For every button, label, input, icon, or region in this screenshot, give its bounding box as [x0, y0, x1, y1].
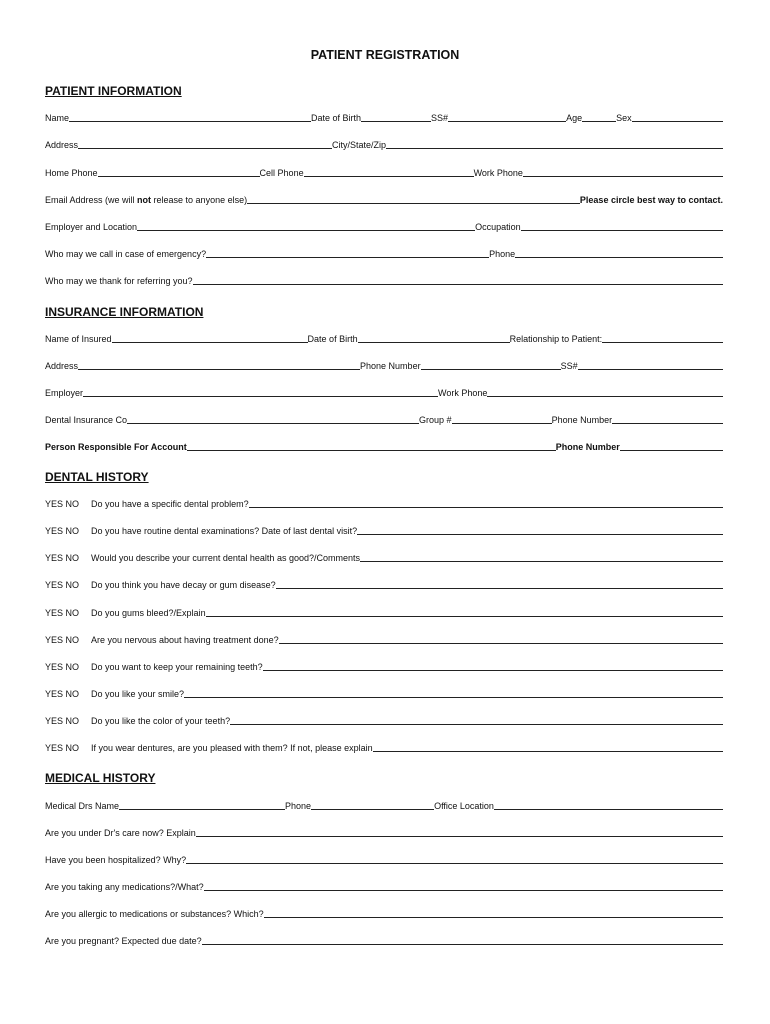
label-responsible-person: Person Responsible For Account	[45, 442, 187, 452]
row-hospitalized	[45, 854, 723, 866]
city-state-zip-field[interactable]	[386, 148, 723, 149]
medications-field[interactable]	[204, 890, 723, 891]
label-drs-care: Are you under Dr's care now? Explain	[45, 828, 196, 838]
dental-question-row	[45, 579, 723, 591]
work-phone-field[interactable]	[523, 176, 723, 177]
dental-question-row	[45, 715, 723, 727]
dental-answer-field[interactable]	[206, 616, 723, 617]
label-pregnancy: Are you pregnant? Expected due date?	[45, 936, 202, 946]
insured-employer-field[interactable]	[83, 396, 438, 397]
row-emergency	[45, 248, 723, 260]
row-pregnancy	[45, 935, 723, 947]
label-email: Email Address (we will not release to anyone else)	[45, 195, 248, 205]
dental-question-row	[45, 498, 723, 510]
pregnancy-field[interactable]	[202, 944, 723, 945]
dental-question: Do you have routine dental examinations? Date of last dental visit?	[91, 526, 358, 536]
row-insured-address	[45, 360, 723, 372]
insured-address-field[interactable]	[78, 369, 360, 370]
dental-question-row	[45, 634, 723, 646]
label-hospitalized: Have you been hospitalized? Why?	[45, 855, 187, 865]
row-employer	[45, 221, 723, 233]
allergies-field[interactable]	[264, 917, 723, 918]
label-name: Name	[45, 113, 70, 123]
dental-question: Do you have a specific dental problem?	[91, 499, 249, 509]
home-phone-field[interactable]	[98, 176, 260, 177]
dental-question-row	[45, 742, 723, 754]
dental-answer-field[interactable]	[249, 507, 723, 508]
row-allergies	[45, 908, 723, 920]
dental-answer-field[interactable]	[360, 561, 723, 562]
hospitalized-field[interactable]	[186, 863, 723, 864]
insured-ss-field[interactable]	[578, 369, 723, 370]
label-insurance-phone: Phone Number	[551, 415, 613, 425]
page-title: PATIENT REGISTRATION	[310, 48, 460, 62]
yes-no-choice[interactable]: YES NO	[45, 499, 80, 509]
insured-work-phone-field[interactable]	[487, 396, 723, 397]
cell-phone-field[interactable]	[304, 176, 474, 177]
row-drs-care	[45, 827, 723, 839]
label-office-location: Office Location	[434, 801, 494, 811]
dental-question: Do you want to keep your remaining teeth?	[91, 662, 263, 672]
responsible-person-field[interactable]	[187, 450, 556, 451]
yes-no-choice[interactable]: YES NO	[45, 526, 80, 536]
label-group: Group #	[419, 415, 452, 425]
section-heading-dental: DENTAL HISTORY	[45, 470, 149, 484]
group-field[interactable]	[452, 423, 552, 424]
yes-no-choice[interactable]: YES NO	[45, 743, 80, 753]
label-home-phone: Home Phone	[45, 168, 98, 178]
insured-phone-field[interactable]	[421, 369, 561, 370]
drs-care-field[interactable]	[196, 836, 723, 837]
dental-answer-field[interactable]	[357, 534, 723, 535]
row-email	[45, 194, 723, 206]
label-allergies: Are you allergic to medications or substances? Which?	[45, 909, 264, 919]
label-ss: SS#	[431, 113, 449, 123]
emergency-contact-field[interactable]	[206, 257, 489, 258]
section-heading-insurance: INSURANCE INFORMATION	[45, 305, 204, 319]
section-heading-medical: MEDICAL HISTORY	[45, 771, 156, 785]
yes-no-choice[interactable]: YES NO	[45, 608, 80, 618]
label-occupation: Occupation	[475, 222, 521, 232]
label-dob: Date of Birth	[311, 113, 362, 123]
dental-answer-field[interactable]	[263, 670, 723, 671]
dental-question-row	[45, 688, 723, 700]
insured-name-field[interactable]	[112, 342, 308, 343]
label-insured-work-phone: Work Phone	[438, 388, 488, 398]
dental-answer-field[interactable]	[230, 724, 723, 725]
label-emergency-phone: Phone	[489, 249, 516, 259]
yes-no-choice[interactable]: YES NO	[45, 689, 80, 699]
office-location-field[interactable]	[494, 809, 723, 810]
row-insured	[45, 333, 723, 345]
dental-answer-field[interactable]	[373, 751, 723, 752]
label-medical-phone: Phone	[285, 801, 312, 811]
ss-field[interactable]	[448, 121, 566, 122]
insured-dob-field[interactable]	[358, 342, 510, 343]
yes-no-choice[interactable]: YES NO	[45, 635, 80, 645]
section-heading-patient: PATIENT INFORMATION	[45, 84, 182, 98]
dental-question: If you wear dentures, are you pleased with them? If not, please explain	[91, 743, 373, 753]
insurance-phone-field[interactable]	[612, 423, 723, 424]
yes-no-choice[interactable]: YES NO	[45, 580, 80, 590]
address-field[interactable]	[78, 148, 332, 149]
responsible-phone-field[interactable]	[620, 450, 723, 451]
row-phones	[45, 167, 723, 179]
yes-no-choice[interactable]: YES NO	[45, 716, 80, 726]
age-field[interactable]	[582, 121, 616, 122]
name-field[interactable]	[69, 121, 311, 122]
row-insured-employer	[45, 387, 723, 399]
label-medications: Are you taking any medications?/What?	[45, 882, 204, 892]
dental-question: Are you nervous about having treatment done?	[91, 635, 279, 645]
label-referral: Who may we thank for referring you?	[45, 276, 193, 286]
label-sex: Sex	[616, 113, 632, 123]
dental-question: Would you describe your current dental health as good?/Comments	[91, 553, 360, 563]
label-insured-employer: Employer	[45, 388, 84, 398]
label-insured-phone: Phone Number	[360, 361, 421, 371]
occupation-field[interactable]	[521, 230, 723, 231]
row-address	[45, 139, 723, 151]
sex-field[interactable]	[632, 121, 723, 122]
dental-question-row	[45, 552, 723, 564]
label-insured-ss: SS#	[560, 361, 578, 371]
dental-question-row	[45, 525, 723, 537]
label-address: Address	[45, 140, 79, 150]
dental-answer-field[interactable]	[279, 643, 723, 644]
dental-question: Do you think you have decay or gum disease?	[91, 580, 276, 590]
row-name	[45, 112, 723, 124]
employer-location-field[interactable]	[137, 230, 475, 231]
dob-field[interactable]	[361, 121, 431, 122]
label-dental-insurance-co: Dental Insurance Co	[45, 415, 128, 425]
label-relationship: Relationship to Patient:	[509, 334, 603, 344]
label-medical-drs: Medical Drs Name	[45, 801, 120, 811]
dental-answer-field[interactable]	[276, 588, 723, 589]
dental-question-row	[45, 607, 723, 619]
label-work-phone: Work Phone	[473, 168, 523, 178]
row-responsible	[45, 441, 723, 453]
label-responsible-phone: Phone Number	[555, 442, 620, 452]
label-age: Age	[566, 113, 583, 123]
row-referral	[45, 275, 723, 287]
label-insured-address: Address	[45, 361, 79, 371]
label-city-state-zip: City/State/Zip	[332, 140, 387, 150]
dental-answer-field[interactable]	[184, 697, 723, 698]
row-medications	[45, 881, 723, 893]
label-insured-dob: Date of Birth	[307, 334, 358, 344]
label-emergency-contact: Who may we call in case of emergency?	[45, 249, 207, 259]
yes-no-choice[interactable]: YES NO	[45, 662, 80, 672]
emergency-phone-field[interactable]	[515, 257, 723, 258]
relationship-field[interactable]	[602, 342, 723, 343]
dental-question: Do you like the color of your teeth?	[91, 716, 231, 726]
label-employer-location: Employer and Location	[45, 222, 138, 232]
referral-field[interactable]	[193, 284, 723, 285]
label-insured-name: Name of Insured	[45, 334, 112, 344]
row-medical-drs	[45, 800, 723, 812]
dental-insurance-co-field[interactable]	[127, 423, 419, 424]
dental-question-row	[45, 661, 723, 673]
medical-phone-field[interactable]	[311, 809, 434, 810]
yes-no-choice[interactable]: YES NO	[45, 553, 80, 563]
contact-instruction: Please circle best way to contact.	[579, 195, 723, 205]
dental-question: Do you like your smile?	[91, 689, 185, 699]
label-cell-phone: Cell Phone	[259, 168, 304, 178]
row-dental-insurance	[45, 414, 723, 426]
medical-drs-field[interactable]	[119, 809, 285, 810]
email-field[interactable]	[247, 203, 580, 204]
dental-question: Do you gums bleed?/Explain	[91, 608, 206, 618]
